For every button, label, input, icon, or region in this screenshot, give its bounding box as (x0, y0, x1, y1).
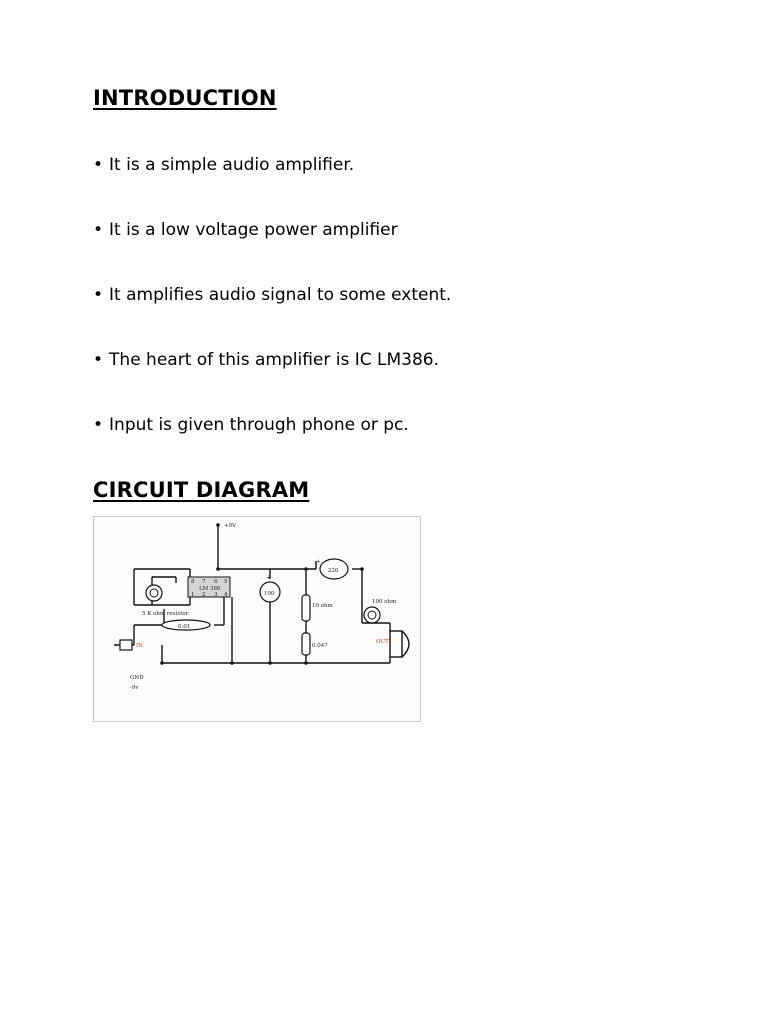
cap-047-label: 0.047 (312, 643, 328, 649)
bullet-item (93, 348, 451, 413)
cap-220-plus: + (316, 559, 321, 565)
ic-pin-5: 5 (224, 579, 228, 585)
cap-220-label: 220 (328, 568, 339, 574)
bullet-item (93, 218, 451, 283)
cap-100-label: 100 (264, 591, 275, 597)
output-label: OUT (376, 639, 389, 645)
supply-label: +9V (224, 523, 237, 529)
ic-pin-7: 7 (202, 579, 206, 585)
introduction-bullet-list (93, 153, 451, 478)
resistor-label: 5 K ohm resistor (142, 611, 189, 617)
bullet-item (93, 413, 451, 478)
bullet-item (93, 153, 451, 218)
bullet-dot: • (93, 415, 104, 435)
bullet-text: It amplifies audio signal to some extent. (109, 285, 452, 305)
ic-pin-8: 8 (191, 579, 195, 585)
introduction-heading: INTRODUCTION (93, 86, 277, 110)
circuit-diagram-heading: CIRCUIT DIAGRAM (93, 478, 310, 502)
ic-label: LM 386 (199, 586, 221, 592)
neg-supply-label: -9v (130, 685, 139, 691)
input-cap-label: 0.01 (178, 624, 191, 630)
input-label: IN (136, 643, 143, 649)
bullet-dot: • (93, 155, 104, 175)
circuit-schematic (94, 517, 420, 721)
bullet-dot: • (93, 220, 104, 240)
bullet-text: The heart of this amplifier is IC LM386. (109, 350, 440, 370)
bullet-item (93, 283, 451, 348)
ic-pin-1: 1 (191, 592, 195, 598)
circuit-diagram-figure (93, 516, 421, 722)
speaker-ohm-label: 100 ohm (372, 599, 397, 605)
bullet-dot: • (93, 350, 104, 370)
ic-pin-3: 3 (214, 592, 218, 598)
bullet-text: Input is given through phone or pc. (109, 415, 409, 435)
gnd-label: GND (130, 675, 144, 681)
bullet-text: It is a simple audio amplifier. (109, 155, 355, 175)
bullet-dot: • (93, 285, 104, 305)
ic-pin-2: 2 (202, 592, 206, 598)
cap-100-plus: + (266, 575, 271, 581)
ic-pin-6: 6 (214, 579, 218, 585)
ic-pin-4: 4 (224, 592, 228, 598)
resistor-10-label: 10 ohm (312, 603, 333, 609)
bullet-text: It is a low voltage power amplifier (109, 220, 398, 240)
